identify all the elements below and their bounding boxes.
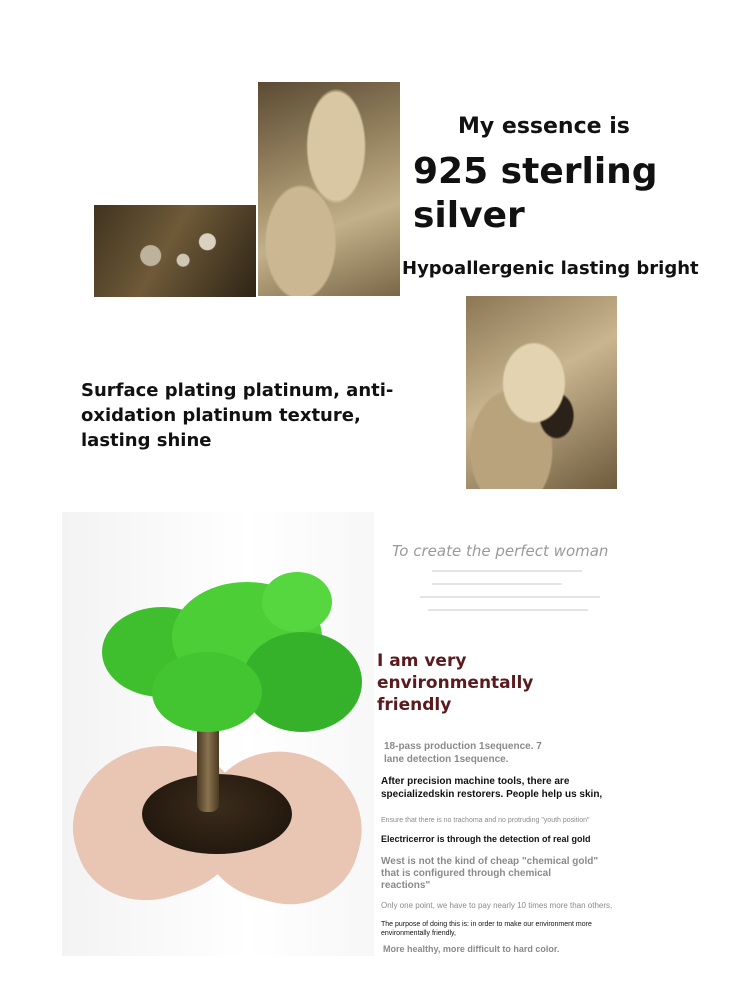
eco-heading-line: friendly <box>377 695 452 715</box>
faint-text-line <box>432 570 582 572</box>
jewelry-workbench-photo <box>94 205 256 297</box>
silver-polishing-photo <box>258 82 400 296</box>
plating-line: Surface plating platinum, anti- <box>81 380 394 401</box>
sterling-silver-heading-line: silver <box>413 195 525 236</box>
electric-detection-text: Electricerror is through the detection of real gold <box>381 834 591 844</box>
text-line: The purpose of doing this is: in order to make our environment more <box>381 921 592 928</box>
text-line: West is not the kind of cheap "chemical gold" <box>381 856 599 867</box>
text-line: environmentally friendly, <box>381 930 456 937</box>
text-line: 18-pass production 1sequence. 7 <box>384 741 542 752</box>
text-line: specializedskin restorers. People help us skin, <box>381 789 603 800</box>
faint-text-line <box>428 609 588 611</box>
text-line: reactions" <box>381 880 431 891</box>
eco-heading-line: I am very <box>377 651 467 671</box>
plating-line: oxidation platinum texture, <box>81 405 361 426</box>
precision-tools-text <box>381 775 602 801</box>
foliage <box>262 572 332 632</box>
text-line: lane detection 1sequence. <box>384 754 509 765</box>
faint-text-line <box>432 583 562 585</box>
ring-engraving-photo <box>466 296 617 489</box>
foliage <box>152 652 262 732</box>
eco-heading-line: environmentally <box>377 673 534 693</box>
essence-label: My essence is <box>458 114 630 139</box>
text-line: After precision machine tools, there are <box>381 776 570 787</box>
eco-heading <box>377 650 533 716</box>
perfect-woman-tagline: To create the perfect woman <box>392 542 609 560</box>
faint-text-line <box>420 596 600 598</box>
chemical-gold-text <box>381 856 598 892</box>
plating-description <box>81 378 393 453</box>
ensure-text: Ensure that there is no trachoma and no protruding "youth position" <box>381 817 590 824</box>
tree-in-hands-photo <box>62 512 374 956</box>
text-line: that is configured through chemical <box>381 868 552 879</box>
cost-text: Only one point, we have to pay nearly 10 times more than others, <box>381 901 613 910</box>
purpose-text <box>381 920 592 938</box>
sterling-silver-heading-line: 925 sterling <box>413 151 658 192</box>
plating-line: lasting shine <box>81 430 212 451</box>
hypoallergenic-label: Hypoallergenic lasting bright <box>402 258 699 279</box>
production-passes-text <box>384 740 542 766</box>
healthy-text: More healthy, more difficult to hard color. <box>383 944 560 954</box>
sterling-silver-heading <box>413 150 658 238</box>
